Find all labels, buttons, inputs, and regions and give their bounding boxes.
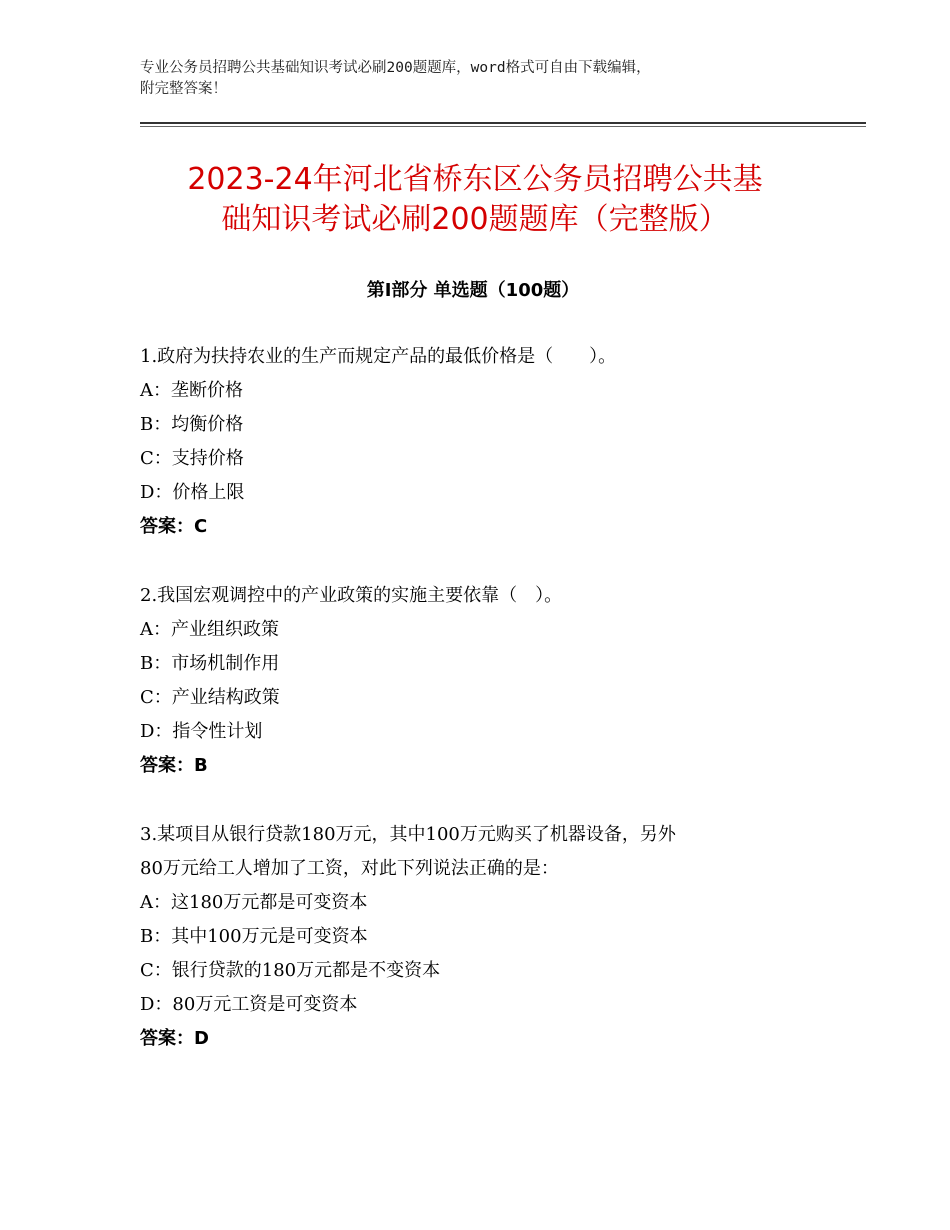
header-note-line: 专业公务员招聘公共基础知识考试必刷200题题库，word格式可自由下载编辑， <box>140 60 651 76</box>
option-d: D：价格上限 <box>140 482 245 503</box>
option-c: C：支持价格 <box>140 448 244 469</box>
question-3 <box>140 818 840 1056</box>
question-stem: 3.某项目从银行贷款180万元，其中100万元购买了机器设备，另外 <box>140 824 676 845</box>
option-d: D：指令性计划 <box>140 721 263 742</box>
question-stem: 1.政府为扶持农业的生产而规定产品的最低价格是（ ）。 <box>140 346 617 367</box>
option-a: A：产业组织政策 <box>140 619 279 640</box>
question-1 <box>140 340 840 544</box>
option-b: B：其中100万元是可变资本 <box>140 926 368 947</box>
option-b: B：市场机制作用 <box>140 653 280 674</box>
option-a: A：垄断价格 <box>140 380 243 401</box>
option-a: A：这180万元都是可变资本 <box>140 892 368 913</box>
header-divider-thin <box>140 126 866 127</box>
answer: 答案：B <box>140 755 208 776</box>
document-title <box>100 160 850 240</box>
header-divider <box>140 122 866 124</box>
section-title: 第Ⅰ部分 单选题（100题） <box>366 280 580 301</box>
header-note <box>140 58 840 100</box>
option-c: C：银行贷款的180万元都是不变资本 <box>140 960 441 981</box>
question-stem: 2.我国宏观调控中的产业政策的实施主要依靠（ ）。 <box>140 585 563 606</box>
question-stem-continued: 80万元给工人增加了工资，对此下列说法正确的是： <box>140 858 559 879</box>
title-line: 2023-24年河北省桥东区公务员招聘公共基 <box>187 162 763 197</box>
option-c: C：产业结构政策 <box>140 687 280 708</box>
answer: 答案：C <box>140 516 208 537</box>
question-2 <box>140 579 840 783</box>
answer: 答案：D <box>140 1028 209 1049</box>
header-note-line: 附完整答案！ <box>140 81 227 97</box>
title-line: 础知识考试必刷200题题库（完整版） <box>221 202 729 237</box>
option-d: D：80万元工资是可变资本 <box>140 994 358 1015</box>
option-b: B：均衡价格 <box>140 414 244 435</box>
